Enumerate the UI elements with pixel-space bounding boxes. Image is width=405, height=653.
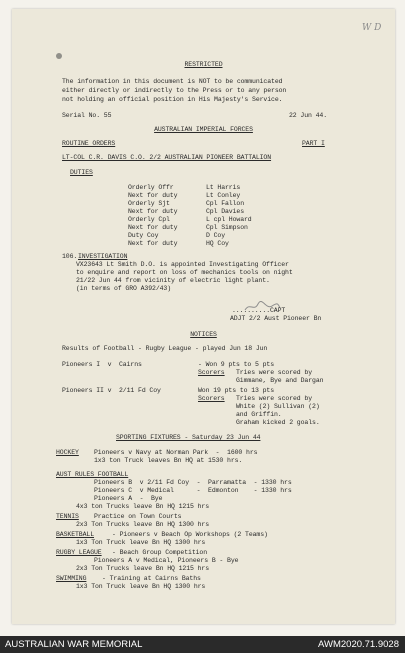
investigation-heading: INVESTIGATION [78,253,128,260]
duty-role: Duty Coy [128,232,159,239]
restricted-heading: RESTRICTED [184,61,223,68]
match-2-scorers-3: and Griffin. [236,411,282,418]
notices-heading: NOTICES [190,331,217,338]
document-page [12,9,395,624]
match-1-scorers-1: Tries were scored by [236,369,313,376]
match-2-scorers-4: Graham kicked 2 goals. [236,419,320,426]
footer-institution: AUSTRALIAN WAR MEMORIAL [5,639,143,650]
punch-hole-mark [56,53,62,59]
hockey-line-1: Pioneers v Navy at Norman Park - 1600 hrs [94,449,258,456]
aust-rules-line-2: Pioneers C v Medical - Edmonton - 1330 hrs [94,487,292,494]
duty-role: Next for duty [128,208,178,215]
rugby-league-line-2: Pioneers A v Medical, Pioneers B - Bye [94,557,239,564]
tennis-line-1: Practice on Town Courts [94,513,182,520]
tennis-label: TENNIS [56,513,79,520]
signature-dots: ..........CAPT [232,307,286,314]
duty-role: Next for duty [128,192,178,199]
hockey-label: HOCKEY [56,449,79,456]
duty-role: Next for duty [128,240,178,247]
duty-name: D Coy [206,232,226,239]
duty-name: HQ Coy [206,240,229,247]
aust-rules-label: AUST RULES FOOTBALL [56,471,129,478]
match-2-teams: Pioneers II v 2/11 Fd Coy [62,387,161,394]
handwritten-wd: W D [362,23,382,33]
basketball-line-1: - Pioneers v Beach Op Workshops (2 Teams) [112,531,268,538]
duty-name: Lt Conley [206,192,241,199]
duty-role: Orderly Cpl [128,216,170,223]
hockey-line-2: 1x3 ton Truck leaves Bn HQ at 1530 hrs. [94,457,243,464]
duty-name: Cpl Davies [206,208,245,215]
investigation-line-2: to enquire and report on loss of mechanics tools on night [76,269,293,276]
investigation-line-1: VX23643 Lt Smith D.O. is appointed Investigating Officer [76,261,289,268]
notice-line-2: either directly or indirectly to the Press or to any person [62,87,287,94]
basketball-line-2: 1x3 Ton Truck leave Bn HQ 1300 hrs [76,539,206,546]
swimming-label: SWIMMING [56,575,87,582]
aust-rules-line-4: 4x3 ton Trucks leave Bn HQ 1215 hrs [76,503,210,510]
rugby-league-line-1: - Beach Group Competition [112,549,208,556]
match-1-scorers-label: Scorers [198,369,225,376]
match-1-score: - Won 9 pts to 5 pts [198,361,275,368]
duty-name: L cpl Howard [206,216,252,223]
sporting-fixtures-heading: SPORTING FIXTURES - Saturday 23 Jun 44 [116,434,261,441]
football-results: Results of Football - Rugby League - played Jun 18 Jun [62,345,268,352]
aust-rules-line-3: Pioneers A - Bye [94,495,163,502]
match-1-teams: Pioneers I v Cairns [62,361,142,368]
document-date: 22 Jun 44. [289,112,328,119]
match-2-scorers-2: White (2) Sullivan (2) [236,403,320,410]
investigation-line-3: 21/22 Jun 44 from vicinity of electric light plant. [76,277,270,284]
footer-accession-number: AWM2020.71.9028 [318,639,399,650]
match-2-scorers-label: Scorers [198,395,225,402]
duty-role: Next for duty [128,224,178,231]
match-2-score: Won 19 pts to 13 pts [198,387,275,394]
duty-name: Lt Harris [206,184,241,191]
serial-number: Serial No. 55 [62,112,112,119]
basketball-label: BASKETBALL [56,531,95,538]
part-label: PART I [302,140,325,147]
duty-role: Orderly Offr [128,184,174,191]
force-heading: AUSTRALIAN IMPERIAL FORCES [154,126,253,133]
duty-role: Orderly Sjt [128,200,170,207]
duty-name: Cpl Fallon [206,200,245,207]
match-1-scorers-2: Gimmane, Bye and Dargan [236,377,324,384]
notice-line-3: not holding an official position in His Majesty's Service. [62,96,283,103]
swimming-line-2: 1x3 Ton Truck leave Bn HQ 1300 hrs [76,583,206,590]
tennis-line-2: 2x3 Ton Trucks leave Bn HQ 1300 hrs [76,521,210,528]
duty-name: Cpl Simpson [206,224,248,231]
rugby-league-line-3: 2x3 Ton Trucks leave Bn HQ 1215 hrs [76,565,210,572]
rugby-league-label: RUGBY LEAGUE [56,549,102,556]
notice-line-1: The information in this document is NOT to be communicated [62,78,283,85]
swimming-line-1: - Training at Cairns Baths [102,575,201,582]
routine-orders: ROUTINE ORDERS [62,140,116,147]
aust-rules-line-1: Pioneers B v 2/11 Fd Coy - Parramatta - 1330 hrs [94,479,292,486]
duties-heading: DUTIES [70,169,93,176]
investigation-number: 106. [62,253,78,260]
match-2-scorers-1: Tries were scored by [236,395,313,402]
commander-line: LT-COL C.R. DAVIS C.O. 2/2 AUSTRALIAN PIONEER BATTALION [62,154,272,161]
investigation-line-4: (in terms of GRO A392/43) [76,285,172,292]
footer-bar [0,636,405,653]
adjutant-line: ADJT 2/2 Aust Pioneer Bn [230,315,322,322]
